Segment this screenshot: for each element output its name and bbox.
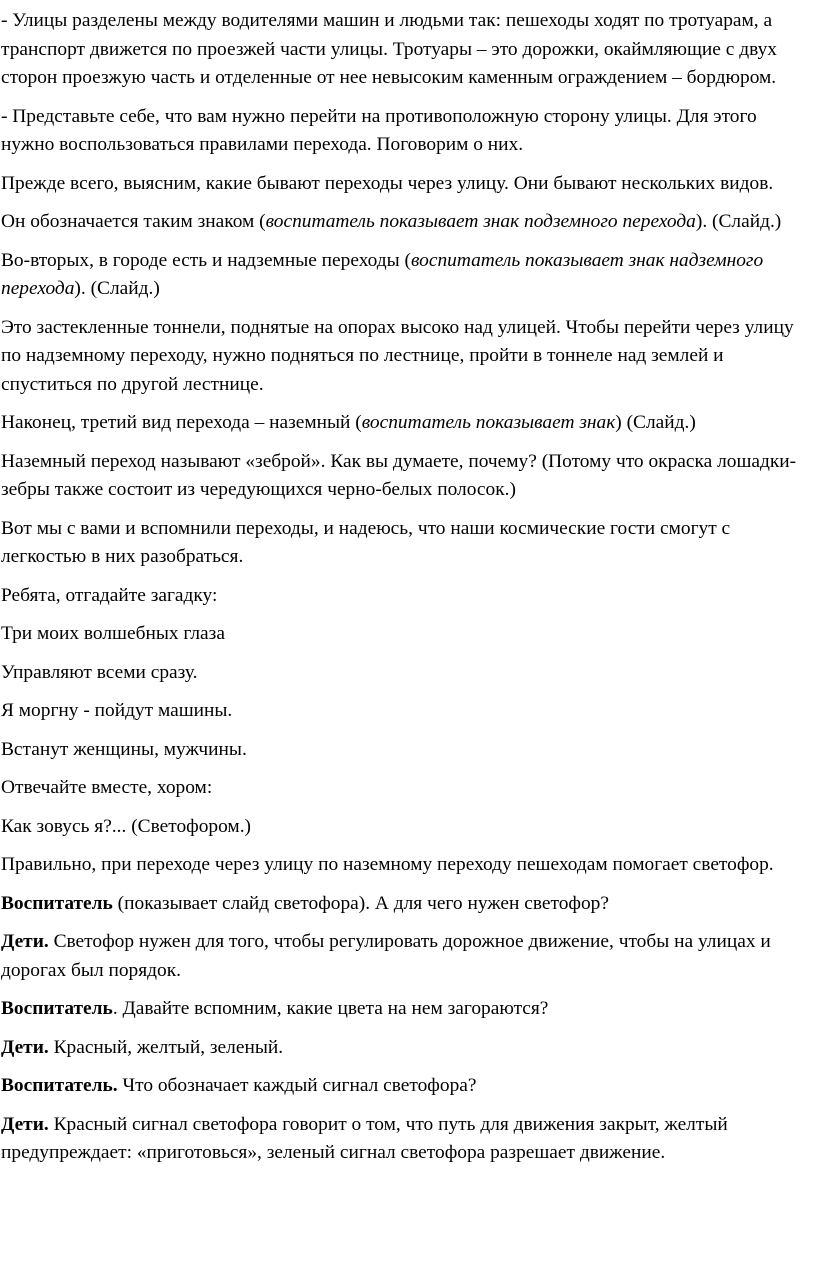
- dialogue-line: [1, 995, 806, 1024]
- paragraph: [1, 247, 806, 304]
- paragraph-text: Красный, желтый, зеленый.: [48, 1036, 284, 1058]
- paragraph-text: . Давайте вспомним, какие цвета на нем загораются?: [112, 998, 549, 1019]
- speaker-label: Дети.: [1, 1036, 49, 1058]
- riddle-line: Я моргну - пойдут машины.: [1, 700, 233, 721]
- paragraph-text: Светофор нужен для того, чтобы регулировать дорожное движение, чтобы на улицах и дорогах был порядок.: [1, 931, 771, 981]
- paragraph: [1, 208, 806, 237]
- paragraph-text: Наконец, третий вид перехода – наземный (: [1, 412, 362, 433]
- riddle-line: Управляют всеми сразу.: [1, 661, 198, 683]
- italic-text: воспитатель показывает знак подземного перехода: [265, 211, 696, 232]
- paragraph-text: (показывает слайд светофора). А для чего нужен светофор?: [112, 892, 609, 914]
- riddle-line: Отвечайте вместе, хором:: [1, 777, 213, 798]
- paragraph-text: Он обозначается таким знаком (: [1, 211, 266, 232]
- riddle-line: Три моих волшебных глаза: [1, 623, 225, 644]
- paragraph-text: ) (Слайд.): [615, 412, 696, 433]
- dialogue-line: [1, 890, 806, 919]
- speaker-label: Воспитатель: [1, 998, 113, 1019]
- paragraph: - Улицы разделены между водителями машин и людьми так: пешеходы ходят по тротуарам, а транспорт движется по проезжей части улицы. Тротуары – это дорожки, окаймляющие с двух сторон проезжую часть и отделенные от нее невысоким каменным ограждением – бордюром.: [1, 10, 777, 88]
- paragraph: Прежде всего, выясним, какие бывают переходы через улицу. Они бывают нескольких видов.: [1, 172, 774, 194]
- paragraph: Наземный переход называют «зеброй». Как вы думаете, почему? (Потому что окраска лошадки-зебры также состоит из чередующихся черно-белых полосок.): [1, 450, 797, 500]
- speaker-label: Воспитатель: [1, 892, 113, 914]
- paragraph-text: Красный сигнал светофора говорит о том, что путь для движения закрыт, желтый предупреждает: «приготовься», зеленый сигнал светофора разрешает движение.: [1, 1113, 728, 1163]
- dialogue-line: [1, 1111, 806, 1168]
- italic-text: воспитатель показывает знак: [361, 412, 616, 433]
- riddle-line: Встанут женщины, мужчины.: [1, 738, 247, 760]
- dialogue-line: [1, 928, 806, 985]
- dialogue-line: [1, 1034, 806, 1063]
- speaker-label: Дети.: [1, 1113, 49, 1135]
- paragraph-text: Во-вторых, в городе есть и надземные переходы (: [1, 249, 411, 271]
- paragraph: Правильно, при переходе через улицу по наземному переходу пешеходам помогает светофор.: [1, 854, 774, 875]
- paragraph: [1, 409, 806, 438]
- riddle-line: Как зовусь я?... (Светофором.): [1, 815, 252, 837]
- italic-text: воспитатель показывает знак надземного перехода: [1, 249, 764, 299]
- speaker-label: Дети.: [1, 931, 49, 952]
- speaker-label: Воспитатель.: [1, 1075, 118, 1096]
- paragraph: - Представьте себе, что вам нужно перейти на противоположную сторону улицы. Для этого нужно воспользоваться правилами перехода. Поговорим о них.: [1, 105, 757, 155]
- dialogue-line: [1, 1072, 806, 1101]
- paragraph-text: ). (Слайд.): [695, 211, 782, 232]
- paragraph-text: Что обозначает каждый сигнал светофора?: [117, 1075, 477, 1096]
- paragraph: Вот мы с вами и вспомнили переходы, и надеюсь, что наши космические гости смогут с легкостью в них разобраться.: [1, 517, 731, 567]
- paragraph-text: ). (Слайд.): [74, 278, 160, 299]
- paragraph: Ребята, отгадайте загадку:: [1, 584, 218, 606]
- paragraph: Это застекленные тоннели, поднятые на опорах высоко над улицей. Чтобы перейти через улицу по надземному переходу, нужно подняться по лестнице, пройти в тоннеле над землей и спуститься по другой лестнице.: [1, 316, 794, 395]
